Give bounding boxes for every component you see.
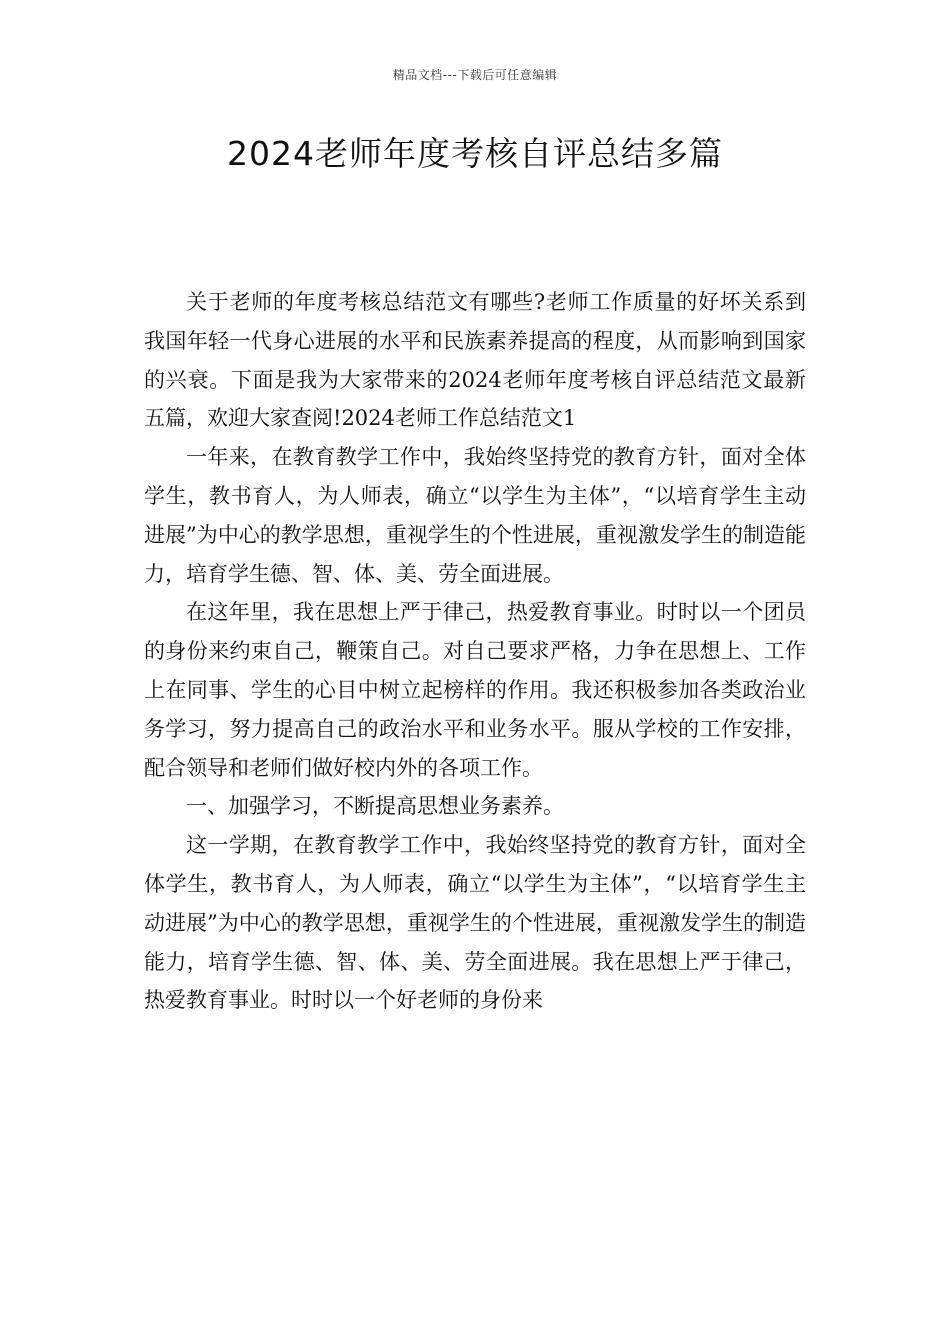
document-body <box>144 283 806 1020</box>
header-note: 精品文档---下载后可任意编辑 <box>392 68 558 82</box>
document-title: 2024老师年度考核自评总结多篇 <box>227 134 723 173</box>
paragraph-self-discipline: 在这年里，我在思想上严于律己，热爱教育事业。时时以一个团员的身份来约束自己，鞭策自己。对自己要求严格，力争在思想上、工作上在同事、学生的心目中树立起榜样的作用。我还积极参加各类政治业务学习，努力提高自己的政治水平和业务水平。服从学校的工作安排，配合领导和老师们做好校内外的各项工作。 <box>144 600 806 780</box>
section-heading-study: 一、加强学习，不断提高思想业务素养。 <box>186 794 564 819</box>
paragraph-intro: 关于老师的年度考核总结范文有哪些?老师工作质量的好坏关系到我国年轻一代身心进展的水平和民族素养提高的程度，从而影响到国家的兴衰。下面是我为大家带来的2024老师年度考核自评总结范文最新五篇，欢迎大家查阅!2024老师工作总结范文1 <box>144 290 806 431</box>
paragraph-semester: 这一学期，在教育教学工作中，我始终坚持党的教育方针，面对全体学生，教书育人，为人师表，确立“以学生为主体”，“以培育学生主动进展”为中心的教学思想，重视学生的个性进展，重视激发学生的制造能力，培育学生德、智、体、美、劳全面进展。我在思想上严于律己，热爱教育事业。时时以一个好老师的身份来 <box>144 833 806 1013</box>
paragraph-teaching-policy: 一年来，在教育教学工作中，我始终坚持党的教育方针，面对全体学生，教书育人，为人师表，确立“以学生为主体”，“以培育学生主动进展”为中心的教学思想，重视学生的个性进展，重视激发学生的制造能力，培育学生德、智、体、美、劳全面进展。 <box>144 445 806 586</box>
